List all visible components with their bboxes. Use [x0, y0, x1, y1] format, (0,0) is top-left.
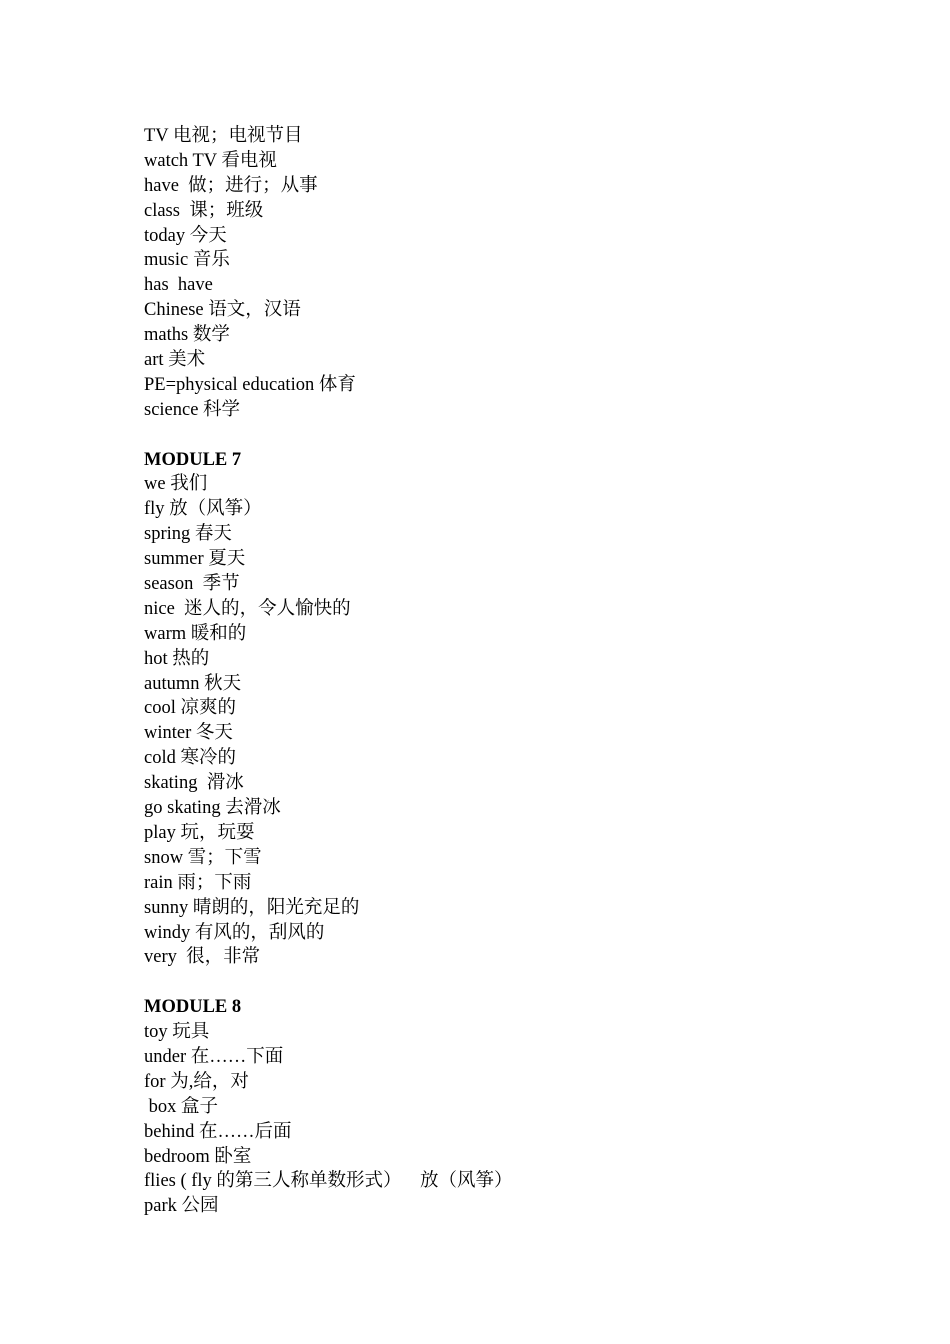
vocab-entry: autumn 秋天	[144, 673, 242, 694]
vocab-entry: sunny 晴朗的，阳光充足的	[144, 897, 360, 918]
vocab-entry: has have	[144, 275, 213, 296]
vocab-entry: windy 有风的，刮风的	[144, 922, 325, 943]
vocab-entry: toy 玩具	[144, 1022, 210, 1043]
vocab-entry: for 为,给，对	[144, 1071, 249, 1092]
vocab-entry: PE=physical education 体育	[144, 374, 356, 395]
vocab-entry: watch TV 看电视	[144, 150, 277, 171]
vocab-entry: today 今天	[144, 225, 227, 246]
vocab-entry: spring 春天	[144, 524, 232, 545]
vocab-entry: play 玩，玩耍	[144, 822, 255, 843]
section-module-7	[144, 448, 844, 971]
vocab-entry: go skating 去滑冰	[144, 798, 281, 819]
vocab-entry: under 在……下面	[144, 1046, 284, 1067]
vocabulary-list	[144, 124, 844, 1219]
section-heading: MODULE 8	[144, 997, 242, 1018]
vocab-entry: music 音乐	[144, 250, 230, 271]
vocab-entry: rain 雨；下雨	[144, 872, 252, 893]
vocab-entry: park 公园	[144, 1196, 219, 1217]
section-module-6-continued	[144, 124, 844, 423]
vocab-entry: warm 暖和的	[144, 623, 247, 644]
vocab-entry: box 盒子	[144, 1096, 219, 1117]
vocab-entry: summer 夏天	[144, 549, 246, 570]
vocab-entry: cold 寒冷的	[144, 748, 236, 769]
vocab-entry: TV 电视；电视节目	[144, 126, 303, 146]
vocab-entry: season 季节	[144, 574, 240, 595]
blank-line	[144, 970, 844, 995]
vocab-entry: science 科学	[144, 399, 241, 420]
vocab-entry: Chinese 语文，汉语	[144, 300, 301, 321]
vocab-entry: bedroom 卧室	[144, 1146, 252, 1167]
vocab-entry: we 我们	[144, 474, 208, 495]
vocab-entry: skating 滑冰	[144, 773, 244, 794]
vocab-entry: winter 冬天	[144, 723, 233, 744]
vocab-entry: fly 放（风筝）	[144, 499, 262, 520]
vocab-entry: behind 在……后面	[144, 1121, 292, 1142]
vocab-entry: art 美术	[144, 350, 206, 371]
vocab-entry: hot 热的	[144, 648, 210, 669]
section-heading: MODULE 7	[144, 449, 242, 470]
vocab-entry: snow 雪；下雪	[144, 847, 262, 868]
blank-line	[144, 423, 844, 448]
vocab-entry: have 做；进行；从事	[144, 175, 318, 196]
vocab-entry: flies ( fly 的第三人称单数形式） 放（风筝）	[144, 1171, 513, 1192]
vocab-entry: maths 数学	[144, 325, 230, 346]
vocab-entry: class 课；班级	[144, 200, 264, 221]
vocab-entry: cool 凉爽的	[144, 698, 236, 719]
vocab-entry: nice 迷人的，令人愉快的	[144, 598, 351, 619]
section-module-8	[144, 995, 844, 1219]
vocab-entry: very 很，非常	[144, 947, 261, 968]
